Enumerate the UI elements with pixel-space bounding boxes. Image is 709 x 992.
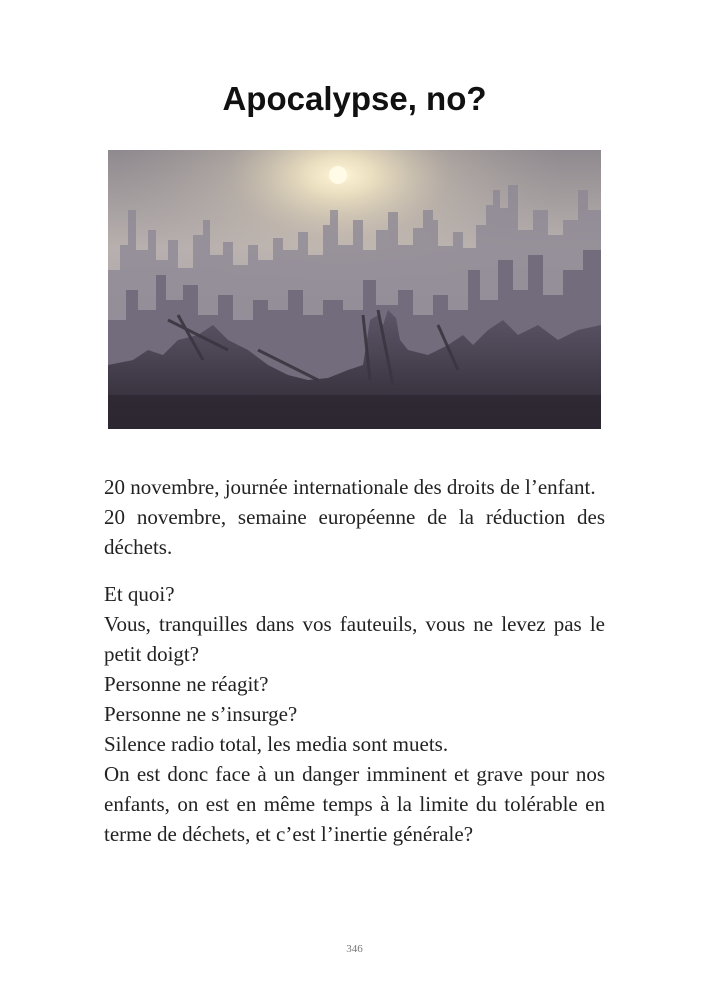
paragraph-silence-radio: Silence radio total, les media sont muets. (104, 732, 449, 756)
paragraph-droits-enfant: 20 novembre, journée internationale des droits de l’enfant. (104, 475, 596, 499)
paragraph-danger-imminent: On est donc face à un danger imminent et grave pour nos enfants, on est en même temps à la limite du tolérable en terme de déchets, et c’est l’inertie générale? (104, 762, 605, 846)
paragraph-gap (104, 562, 605, 579)
ruined-city-image (108, 150, 601, 429)
paragraph-reduction-dechets: 20 novembre, semaine européenne de la réduction des déchets. (104, 505, 605, 559)
page-title: Apocalypse, no? (222, 80, 487, 117)
page-number: 346 (346, 943, 363, 955)
paragraph-reagit: Personne ne réagit? (104, 672, 269, 696)
paragraph-fauteuils: Vous, tranquilles dans vos fauteuils, vous ne levez pas le petit doigt? (104, 612, 605, 666)
paragraph-et-quoi: Et quoi? (104, 582, 175, 606)
paragraph-insurge: Personne ne s’insurge? (104, 702, 298, 726)
ruined-city-illustration (108, 150, 601, 429)
body-text (104, 472, 605, 849)
